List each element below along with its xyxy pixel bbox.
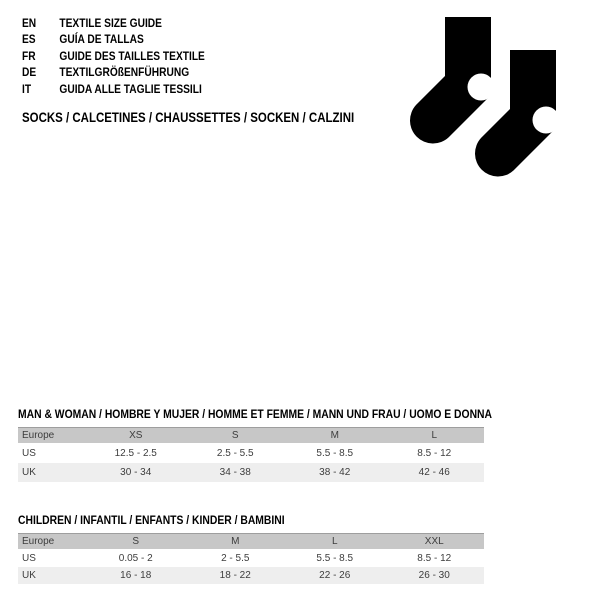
table-header-row bbox=[18, 428, 484, 444]
table-title-adults: MAN & WOMAN / HOMBRE Y MUJER / HOMME ET FEMME / MANN UND FRAU / UOMO E DONNA bbox=[18, 409, 492, 421]
table-row-uk bbox=[18, 463, 484, 482]
language-label: GUÍA DE TALLAS bbox=[59, 32, 144, 47]
size-cell: 34 - 38 bbox=[186, 463, 286, 482]
column-header-size: L bbox=[285, 534, 385, 550]
column-header-region: Europe bbox=[18, 428, 86, 444]
language-row-es bbox=[22, 31, 205, 47]
language-label: TEXTILE SIZE GUIDE bbox=[59, 16, 162, 30]
table-row-uk bbox=[18, 567, 484, 584]
size-cell: 0.05 - 2 bbox=[86, 549, 186, 567]
table-header-row bbox=[18, 534, 484, 550]
table-title-children: CHILDREN / INFANTIL / ENFANTS / KINDER / BAMBINI bbox=[18, 515, 285, 527]
language-code: IT bbox=[22, 81, 32, 96]
size-cell: 42 - 46 bbox=[385, 463, 485, 482]
language-code: EN bbox=[22, 16, 37, 30]
column-header-size: S bbox=[86, 534, 186, 550]
language-label: GUIDA ALLE TAGLIE TESSILI bbox=[59, 81, 202, 96]
table-row-us bbox=[18, 443, 484, 463]
size-cell: 16 - 18 bbox=[86, 567, 186, 584]
language-row-en bbox=[22, 15, 205, 31]
size-cell: 2 - 5.5 bbox=[186, 549, 286, 567]
column-header-size: XS bbox=[86, 428, 186, 444]
language-row-de bbox=[22, 64, 205, 80]
language-label: TEXTILGRÖßENFÜHRUNG bbox=[59, 65, 190, 80]
column-header-size: M bbox=[186, 534, 286, 550]
size-cell: 22 - 26 bbox=[285, 567, 385, 584]
size-cell: 5.5 - 8.5 bbox=[285, 443, 385, 463]
language-code: ES bbox=[22, 32, 36, 47]
column-header-size: M bbox=[285, 428, 385, 444]
size-table-children bbox=[18, 533, 484, 584]
size-cell: 8.5 - 12 bbox=[385, 443, 485, 463]
language-list bbox=[22, 15, 237, 97]
size-cell: 30 - 34 bbox=[86, 463, 186, 482]
language-code: DE bbox=[22, 65, 37, 80]
column-header-size: L bbox=[385, 428, 485, 444]
language-label: GUIDE DES TAILLES TEXTILE bbox=[59, 48, 205, 63]
column-header-region: Europe bbox=[18, 534, 86, 550]
column-header-size: XXL bbox=[385, 534, 485, 550]
socks-icon bbox=[400, 10, 570, 185]
row-label: UK bbox=[18, 567, 86, 584]
category-title: SOCKS / CALCETINES / CHAUSSETTES / SOCKEN / CALZINI bbox=[22, 110, 355, 125]
sock-back bbox=[410, 17, 494, 143]
language-code: FR bbox=[22, 48, 36, 63]
size-cell: 38 - 42 bbox=[285, 463, 385, 482]
row-label: UK bbox=[18, 463, 86, 482]
column-header-size: S bbox=[186, 428, 286, 444]
size-cell: 12.5 - 2.5 bbox=[86, 443, 186, 463]
language-row-it bbox=[22, 81, 205, 97]
table-row-us bbox=[18, 549, 484, 567]
size-cell: 26 - 30 bbox=[385, 567, 485, 584]
language-row-fr bbox=[22, 48, 205, 64]
size-table-adults bbox=[18, 427, 484, 482]
row-label: US bbox=[18, 549, 86, 567]
size-cell: 5.5 - 8.5 bbox=[285, 549, 385, 567]
size-cell: 18 - 22 bbox=[186, 567, 286, 584]
size-cell: 2.5 - 5.5 bbox=[186, 443, 286, 463]
size-cell: 8.5 - 12 bbox=[385, 549, 485, 567]
row-label: US bbox=[18, 443, 86, 463]
